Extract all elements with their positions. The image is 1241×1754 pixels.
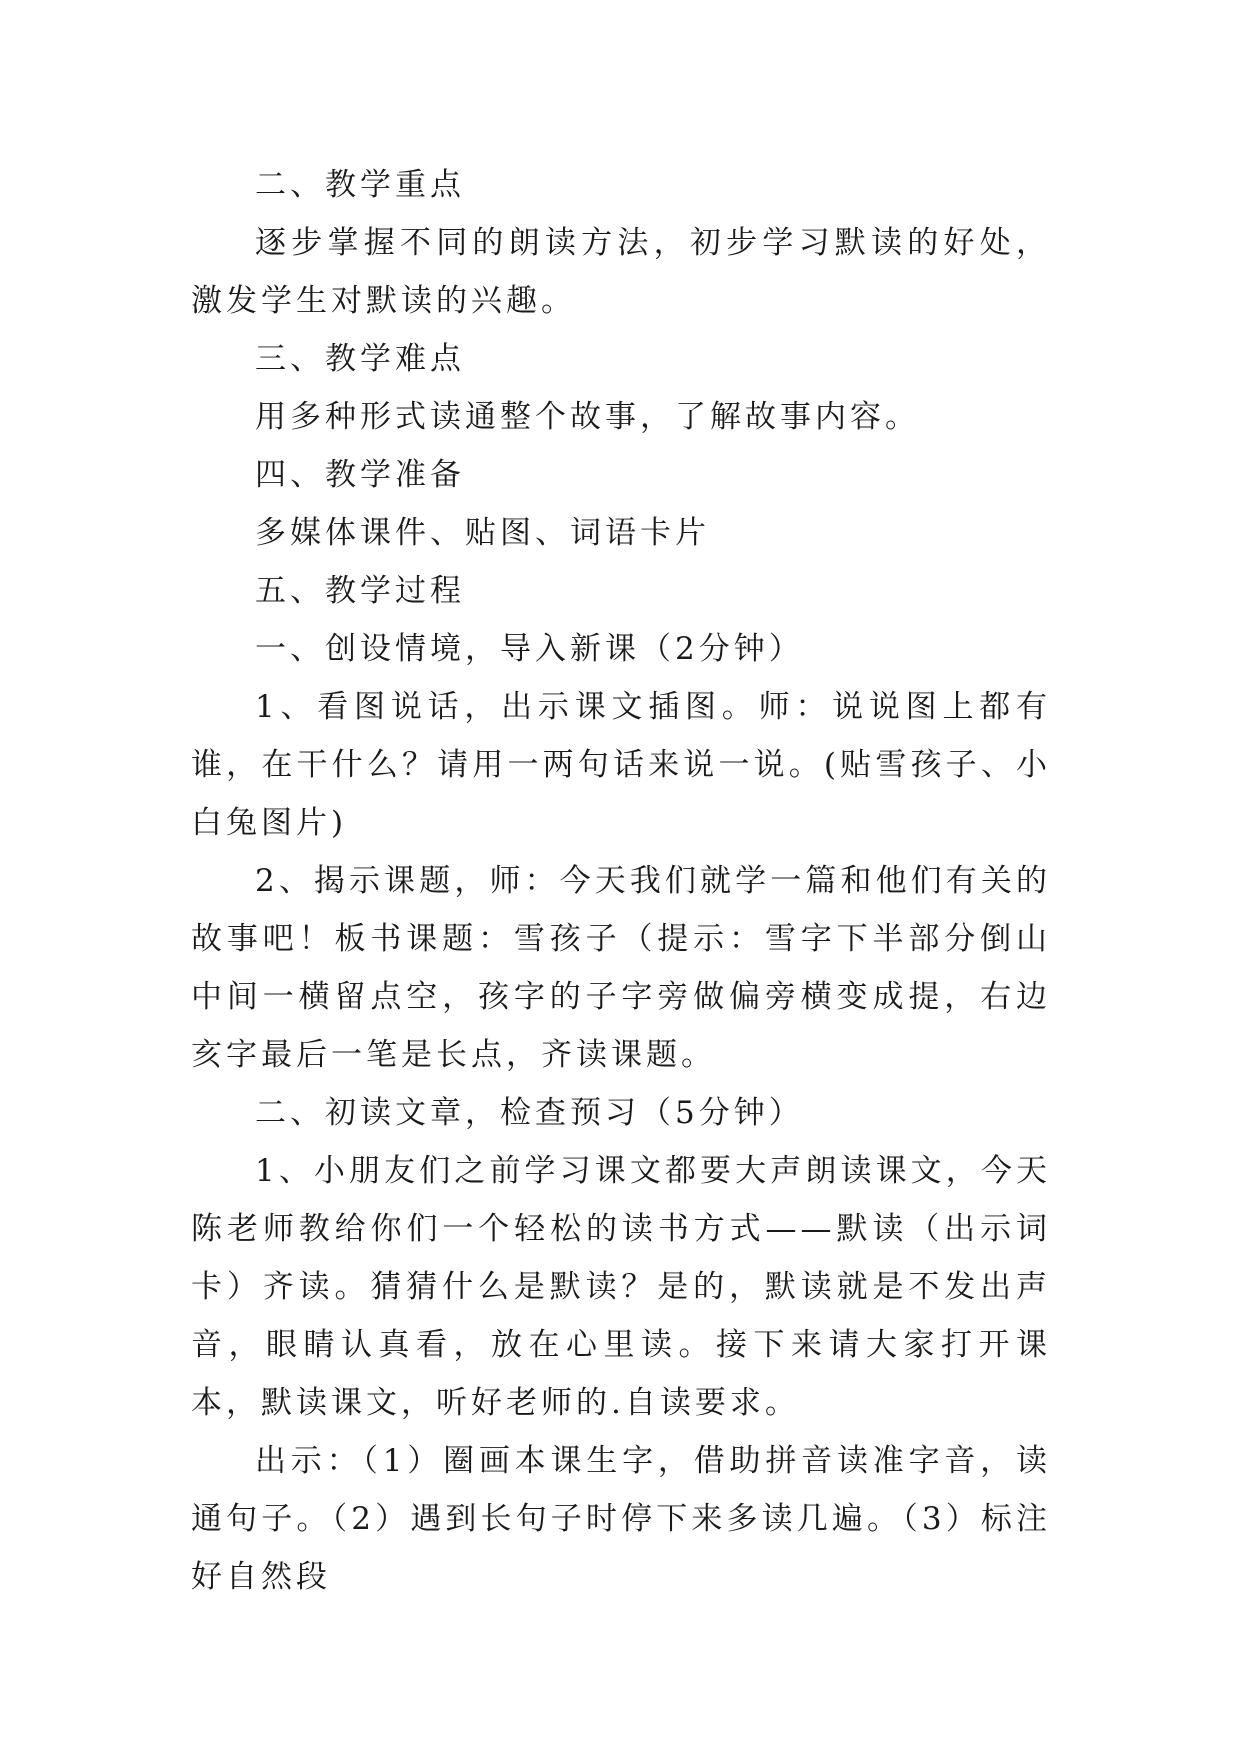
section-heading-preparation: 四、教学准备 — [255, 457, 465, 493]
paragraph-reveal-title: 2、揭示课题，师：今天我们就学一篇和他们有关的故事吧！板书课题：雪孩子（提示：雪字下半部分倒山中间一横留点空，孩字的子字旁做偏旁横变成提，右边亥字最后一笔是长点，齐读课题。 — [191, 863, 1051, 1073]
paragraph-silent-reading: 1、小朋友们之前学习课文都要大声朗读课文，今天陈老师教给你们一个轻松的读书方式——默读（出示词卡）齐读。猜猜什么是默读？是的，默读就是不发出声音，眼睛认真看，放在心里读。接下来请大家打开课本，默读课文，听好老师的.自读要求。 — [191, 1153, 1051, 1421]
subheading-introduction: 一、创设情境，导入新课（2分钟） — [255, 631, 804, 667]
document-body — [191, 156, 1051, 1606]
paragraph-picture-talk: 1、看图说话，出示课文插图。师：说说图上都有谁，在干什么？请用一两句话来说一说。(贴雪孩子、小白兔图片) — [191, 689, 1051, 841]
paragraph-teaching-difficulty: 用多种形式读通整个故事，了解故事内容。 — [255, 399, 920, 435]
paragraph-teaching-focus: 逐步掌握不同的朗读方法，初步学习默读的好处，激发学生对默读的兴趣。 — [191, 225, 1051, 319]
paragraph-reading-requirements: 出示：（1）圈画本课生字，借助拼音读准字音，读通句子。（2）遇到长句子时停下来多读几遍。（3）标注好自然段 — [191, 1443, 1051, 1595]
paragraph-preparation: 多媒体课件、贴图、词语卡片 — [255, 515, 710, 551]
section-heading-teaching-difficulty: 三、教学难点 — [255, 341, 465, 377]
section-heading-teaching-focus: 二、教学重点 — [255, 167, 465, 203]
section-heading-process: 五、教学过程 — [255, 573, 465, 609]
subheading-first-reading: 二、初读文章，检查预习（5分钟） — [255, 1095, 804, 1131]
